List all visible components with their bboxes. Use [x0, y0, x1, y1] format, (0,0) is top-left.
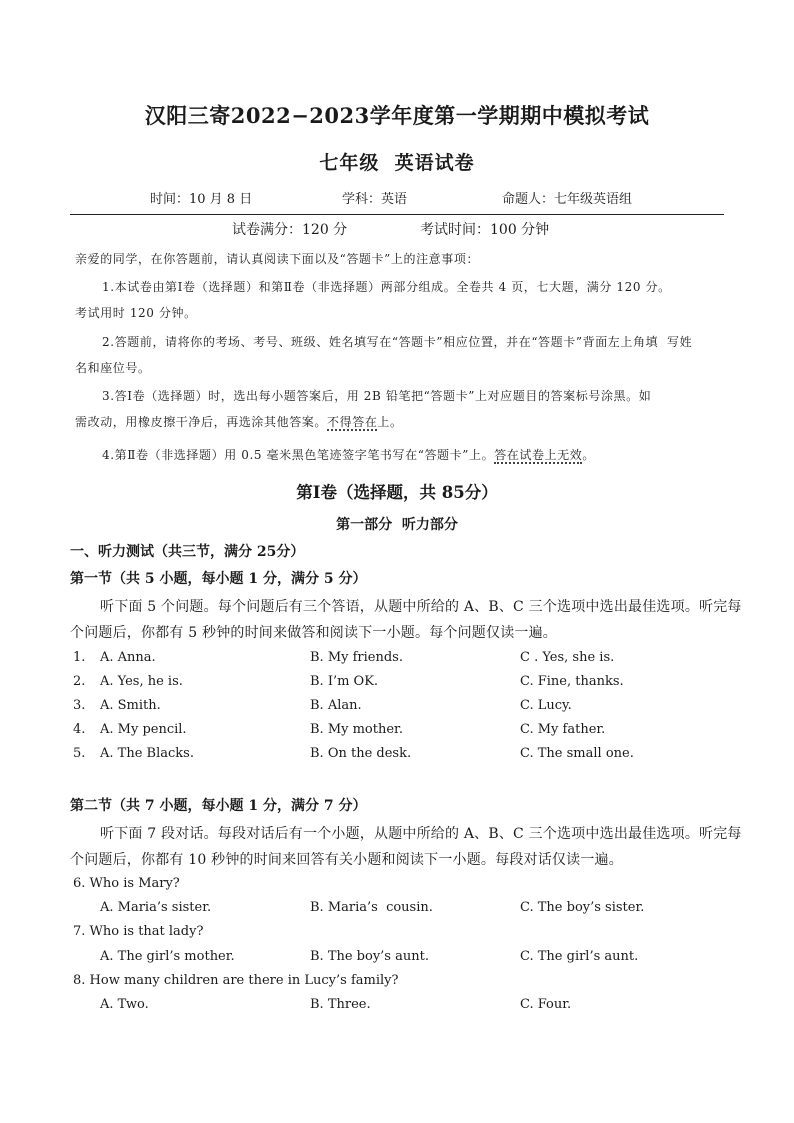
- section1-title: 第一节（共 5 小题，每小题 1 分，满分 5 分）: [70, 571, 367, 587]
- option-c: C. The boy’s sister.: [520, 900, 645, 915]
- notice-item-2: 2.答题前，请将你的考场、考号、班级、姓名填写在“答题卡”相应位置，并在“答题卡”背面左上角填 写姓: [102, 335, 693, 349]
- option-a: A. Anna.: [100, 650, 156, 665]
- option-b: B. Alan.: [310, 698, 362, 713]
- notice-item-3-cont: [75, 413, 403, 430]
- option-b: B. The boy’s aunt.: [310, 949, 429, 964]
- notice-item-1-cont: 考试用时 120 分钟。: [75, 306, 197, 320]
- paper-subtitle: 七年级 英语试卷: [319, 152, 475, 174]
- exam-subject: 学科：英语: [342, 192, 408, 207]
- option-c: C. Four.: [520, 997, 572, 1012]
- notice-item-3-text: 需改动，用橡皮擦干净后，再选涂其他答案。: [75, 415, 328, 429]
- notice-emphasis-mark: 不得答在: [327, 415, 378, 429]
- option-a: A. The girl’s mother.: [100, 949, 235, 964]
- section2-instructions: 听下面 7 段对话。每段对话后有一个小题，从题中所给的 A、B、C 三个选项中选出最佳选项。听完每: [100, 826, 742, 842]
- option-a: A. Smith.: [100, 698, 161, 713]
- question-number: 4.: [73, 722, 86, 737]
- exam-duration: 考试时间：100 分钟: [420, 222, 550, 238]
- notice-item-3-end: 上。: [377, 415, 403, 429]
- section1-instructions: 听下面 5 个问题。每个问题后有三个答语，从题中所给的 A、B、C 三个选项中选出最佳选项。听完每: [100, 599, 742, 615]
- option-a: A. Yes, he is.: [100, 674, 183, 689]
- question-number: 1.: [73, 650, 86, 665]
- exam-title: 汉阳三寄2022−2023学年度第一学期期中模拟考试: [144, 103, 650, 128]
- question-stem: 7. Who is that lady?: [73, 924, 204, 939]
- option-b: B. Maria’s cousin.: [310, 900, 433, 915]
- option-c: C. My father.: [520, 722, 606, 737]
- option-b: B. I’m OK.: [310, 674, 379, 689]
- question-stem: 8. How many children are there in Lucy’s family?: [73, 973, 399, 988]
- option-a: A. Maria’s sister.: [100, 900, 212, 915]
- notice-item-4: [102, 446, 595, 463]
- option-c: C. The girl’s aunt.: [520, 949, 639, 964]
- option-a: A. My pencil.: [100, 722, 187, 737]
- option-a: A. The Blacks.: [100, 746, 194, 761]
- option-b: B. My mother.: [310, 722, 403, 737]
- option-c: C. The small one.: [520, 746, 634, 761]
- full-score: 试卷满分：120 分: [232, 222, 348, 238]
- exam-author: 命题人：七年级英语组: [502, 192, 633, 207]
- option-a: A. Two.: [100, 997, 149, 1012]
- part-title: 第一部分 听力部分: [336, 517, 458, 533]
- option-c: C. Lucy.: [520, 698, 572, 713]
- option-c: C . Yes, she is.: [520, 650, 615, 665]
- question-stem: 6. Who is Mary?: [73, 876, 180, 891]
- option-b: B. On the desk.: [310, 746, 412, 761]
- listening-section-title: 一、听力测试（共三节，满分 25分）: [70, 544, 305, 560]
- section1-instructions-cont: 个问题后，你都有 5 秒钟的时间来做答和阅读下一小题。每个问题仅读一遍。: [70, 625, 558, 641]
- notice-item-3: 3.答Ⅰ卷（选择题）时，选出每小题答案后，用 2B 铅笔把“答题卡”上对应题目的答案标号涂黑。如: [102, 389, 652, 403]
- volume-title: 第Ⅰ卷（选择题，共 85分）: [296, 483, 498, 502]
- option-c: C. Fine, thanks.: [520, 674, 624, 689]
- header-divider: [70, 214, 724, 215]
- notice-item-2-cont: 名和座位号。: [75, 361, 151, 375]
- option-b: B. My friends.: [310, 650, 403, 665]
- notice-item-4-end: 。: [582, 448, 596, 462]
- notice-intro: 亲爱的同学，在你答题前，请认真阅读下面以及“答题卡”上的注意事项：: [75, 252, 480, 266]
- notice-emphasis-mark: 答在试卷上无效: [494, 448, 583, 462]
- exam-date: 时间：10 月 8 日: [150, 192, 253, 207]
- question-number: 3.: [73, 698, 86, 713]
- notice-item-1: 1.本试卷由第Ⅰ卷（选择题）和第Ⅱ卷（非选择题）两部分组成。全卷共 4 页，七大题，满分 120 分。: [102, 280, 671, 294]
- notice-item-4-text: 4.第Ⅱ卷（非选择题）用 0.5 毫米黑色笔迹签字笔书写在“答题卡”上。: [102, 448, 495, 462]
- option-b: B. Three.: [310, 997, 371, 1012]
- section2-title: 第二节（共 7 小题，每小题 1 分，满分 7 分）: [70, 798, 367, 814]
- question-number: 5.: [73, 746, 86, 761]
- section2-instructions-cont: 个问题后，你都有 10 秒钟的时间来回答有关小题和阅读下一小题。每段对话仅读一遍。: [70, 852, 623, 868]
- question-number: 2.: [73, 674, 86, 689]
